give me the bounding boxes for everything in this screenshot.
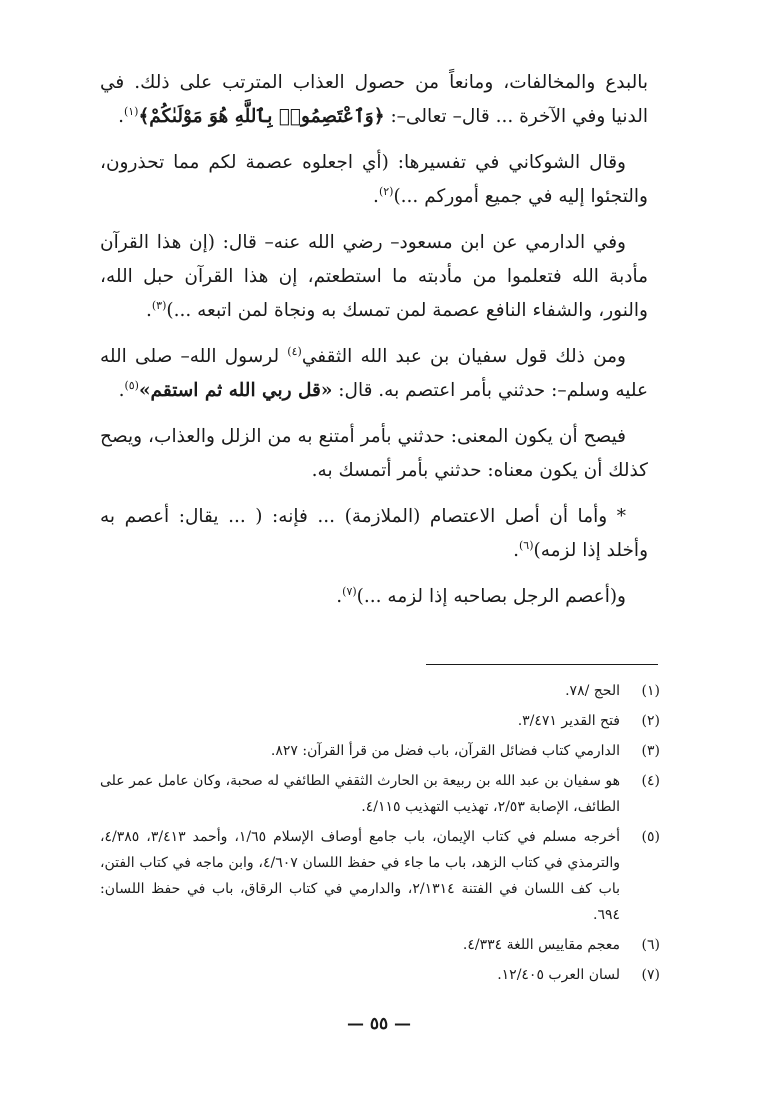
footnote-text: أخرجه مسلم في كتاب الإيمان، باب جامع أوصاف الإسلام ١/٦٥، وأحمد ٣/٤١٣، ٤/٣٨٥، والترمذي في كتاب الزهد، باب ما جاء في حفظ اللسان ٤/٦٠٧، وابن ماجه في كتاب الفتن، باب كف اللسان في الفتنة ٢/١٣١٤، والدارمي في كتاب الرقاق، باب في حفظ اللسان: ٦٩٤. — [100, 829, 621, 923]
footnote-ref: (٣) — [151, 298, 167, 312]
footnote-divider — [426, 664, 658, 665]
footnote-text: لسان العرب ١٢/٤٠٥. — [497, 967, 620, 983]
footnote — [100, 768, 660, 820]
footnote-number: (٦) — [641, 937, 660, 953]
footnote-text: الدارمي كتاب فضائل القرآن، باب فضل من قرأ القرآن: ٨٢٧. — [270, 743, 620, 759]
footnote-ref: (٦) — [518, 538, 534, 552]
page-number: — ٥٥ — — [346, 1014, 412, 1034]
footnote-number: (٥) — [641, 829, 660, 845]
paragraph-1: بالبدع والمخالفات، ومانعاً من حصول العذاب المترتب على ذلك. في الدنيا وفي الآخرة ... قال– تعالى–: ﴿وَٱعْتَصِمُوا۟ بِٱللَّهِ هُوَ مَوْلَىٰكُمْ﴾$^{(١)}$. — [100, 72, 648, 127]
footnote-ref: (٢) — [378, 184, 394, 198]
hadith-quote: «قل ربي الله ثم استقم» — [138, 380, 333, 401]
footnote-number: (١) — [641, 683, 660, 699]
footnote-number: (٣) — [641, 743, 660, 759]
footnote-text: معجم مقاييس اللغة ٤/٣٣٤. — [462, 937, 620, 953]
footnote-ref: (١) — [123, 104, 139, 118]
footnote — [100, 962, 660, 988]
paragraph-7: و(أعصم الرجل بصاحبه إذا لزمه ...)$^{(٧)}$. — [336, 584, 626, 607]
footnote-number: (٤) — [641, 773, 660, 789]
main-text — [100, 66, 648, 626]
paragraph-4: ومن ذلك قول سفيان بن عبد الله الثقفي$^{(٤)}$ لرسول الله– صلى الله عليه وسلم–: حدثني بأمر اعتصم به. قال: «قل ربي الله ثم استقم»$^{(٥)}$. — [100, 344, 648, 401]
footnote-ref: (٤) — [287, 344, 302, 358]
footnote-ref: (٥) — [124, 378, 139, 392]
footnote-text: الحج /٧٨. — [565, 683, 620, 699]
footnote — [100, 678, 660, 704]
footnote-ref: (٧) — [342, 584, 357, 598]
footnote — [100, 824, 660, 928]
paragraph-5: فيصح أن يكون المعنى: حدثني بأمر أمتنع به من الزلل والعذاب، ويصح كذلك أن يكون معناه: حدثني بأمر أتمسك به. — [100, 426, 648, 481]
footnote — [100, 708, 660, 734]
quran-verse: ﴿وَٱعْتَصِمُوا۟ بِٱللَّهِ هُوَ مَوْلَىٰكُمْ﴾ — [138, 106, 385, 127]
footnotes — [100, 678, 660, 992]
footnote-text: فتح القدير ٣/٤٧١. — [517, 713, 620, 729]
footnote-text: هو سفيان بن عبد الله بن ربيعة بن الحارث الثقفي الطائفي له صحبة، وكان عامل عمر على الطائف، الإصابة ٢/٥٣، تهذيب التهذيب ٤/١١٥. — [100, 773, 620, 815]
footnote-number: (٢) — [641, 713, 660, 729]
footnote — [100, 738, 660, 764]
paragraph-6: * وأما أن أصل الاعتصام (الملازمة) ... فإنه: ( ... يقال: أعصم به وأخلد إذا لزمه)$^{(٦)}$. — [100, 506, 648, 561]
paragraph-2: وقال الشوكاني في تفسيرها: (أي اجعلوه عصمة لكم مما تحذرون، والتجئوا إليه في جميع أموركم ...)$^{(٢)}$. — [100, 152, 648, 207]
footnote — [100, 932, 660, 958]
paragraph-3: وفي الدارمي عن ابن مسعود– رضي الله عنه– قال: (إن هذا القرآن مأدبة الله فتعلموا من مأدبته ما استطعتم، إن هذا القرآن حبل الله، والنور، والشفاء النافع عصمة لمن تمسك به ونجاة لمن اتبعه ...)$^{(٣)}$. — [100, 232, 648, 321]
footnote-number: (٧) — [641, 967, 660, 983]
